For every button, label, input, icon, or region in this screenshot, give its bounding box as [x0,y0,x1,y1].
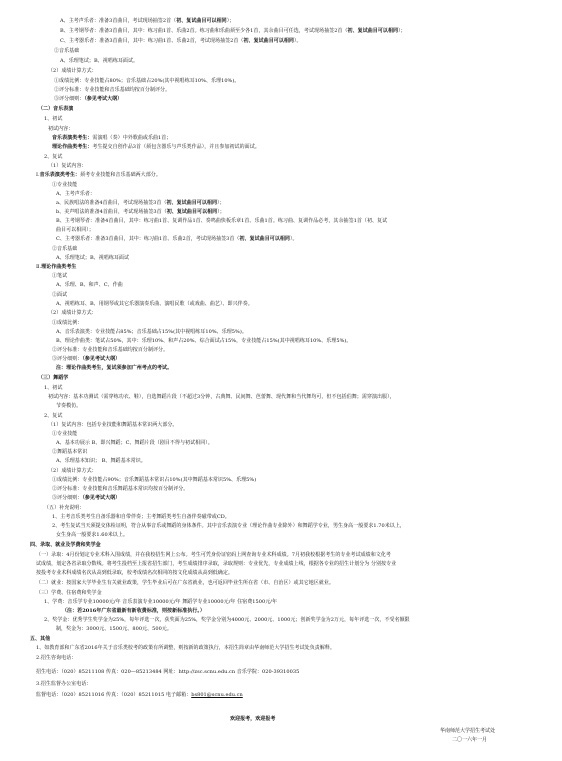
text-line [30,542,101,549]
line-text: ②评分标准：专业技能和音乐舞蹈基本常识均按百分制评分。 [52,486,189,492]
line-text: （一）录取：4月份划定专业术科入围成绩，并在我校招生网上公布。考生可凭身份证密码上网查询专业术科成绩。7月初我校根据考生的专业考试成绩和文化考 [36,552,391,558]
line-text: 2、奖学金：优秀学生奖学金为25%，每年评选一次，获奖面为25%，奖学金分别为4000元、2000元、1000元；创新奖学金为2万元，每年评选一次，不受名额限 [44,617,410,623]
text-line [36,570,233,577]
text-line [48,422,177,429]
line-text: A、乐理笔试；B、视唱练耳面试 [56,255,130,261]
text-line [54,96,122,103]
line-text-after: 考生提交自创作品3首（须包含器乐与声乐类作品），并且参加初试的面试。 [92,144,260,150]
line-text: a、民族唱法的准备4首曲目，考试现场抽签3首（ [56,200,167,206]
line-bold-text: 五、其他 [30,636,51,642]
line-text: ②音乐基础 [52,246,78,252]
line-text: ①专业技能 [52,182,78,188]
line-text: 制，奖金为：3000元、1500元、800元、500元。 [56,626,172,632]
line-text-after: 须考专业技能和音乐基础两大部分。 [80,172,161,178]
line-text: B、主考钢琴者：准备4首曲目，其中：练习曲1首、复调作品1首、奏鸣曲快板乐章1首、乐曲1首。练习曲、复调作品必考，其余抽签1首（初、复试 [56,218,388,224]
text-line [52,477,256,484]
line-text-after: ）； [226,18,235,24]
text-line [38,375,68,382]
signature-org: 华南师范大学招生考试处 [440,728,496,734]
text-line [52,320,82,327]
text-line [36,692,243,699]
line-text: 2、复试 [44,154,63,160]
line-text: A、基本功展示 B、即兴舞蹈；C、舞蹈片段（剧目不得与初试相同）。 [56,440,213,446]
text-line [36,590,102,597]
line-text: 1、学费：音乐学专业10000元/年 音乐表演专业10000元/年 舞蹈学专业10000元/年 住宿费1500元/年 [44,599,278,605]
line-text: ②音乐基础 [54,48,80,54]
text-line [52,495,120,502]
text-line [52,356,120,363]
line-bold-text: 理论作曲类考生 [41,264,77,270]
text-line [56,191,95,198]
line-text: 1、主考音乐类考生自备乐器和自带伴奏；主考舞蹈类考生自备伴奏磁带或CD。 [52,514,230,520]
line-text: 按投考专业术科成绩名次从高到低录取，校考成绩名次相同的按文化成绩从高到低确定。 [36,570,233,576]
line-text: （三）学费、住宿费和奖学金 [36,590,102,596]
line-bold-text: 音乐表演类考生： [39,172,81,178]
text-line [48,163,87,170]
line-text: A、乐理笔试；B、视唱练耳面试。 [60,58,139,64]
text-line [56,626,172,633]
line-text: （三）舞蹈学 [38,375,69,381]
line-text: 初试内容： [48,126,74,132]
line-text-after: ）。 [289,236,298,242]
line-bold-text: 理论作曲类考生： [52,144,93,150]
text-line [56,255,129,262]
line-bold-text: （注：若2016年广东省最新有新收费标准，则按新标准执行。） [62,608,205,614]
line-text: 监督电话：（020）85211016 传真：（020）85211015 电子邮箱： [36,692,192,698]
line-bold-text: （参见考试大纲） [84,96,123,102]
text-line [52,144,260,151]
line-bold-text: 四、录取、就业及学费和奖学金 [30,542,101,548]
line-text: ③评分细则： [52,356,83,362]
text-line [44,413,62,420]
line-text: 2.招生咨询电话： [36,655,77,661]
line-text: （2）成绩计算方式： [48,310,97,316]
text-line [56,532,128,539]
text-line [44,617,410,624]
text-line [52,292,67,299]
line-text: Ⅱ. [36,264,42,270]
line-text: b、美声唱法的准备4首曲目，考试现场抽签3首（ [56,209,167,215]
text-line [56,200,225,207]
line-text: C、主考器乐者：准备3首曲目，其中：练习曲1首、乐曲2首，考试现场抽签2首（ [60,38,244,44]
text-line [56,227,94,234]
text-line [52,449,87,456]
line-text: A、主考声乐者：准备3首曲目，考试现场抽签2首（ [60,18,177,24]
line-bold-text: 初、复试曲目可以相同 [347,28,399,34]
text-line [48,394,395,401]
text-line [56,440,213,447]
text-line [44,154,62,161]
line-bold-text: 欢迎报考，欢迎报考 [230,716,276,722]
line-text: A、视唱练耳、B、用钢琴或其它乐器演奏乐曲、演唱民歌（或戏曲、曲艺）、即兴伴奏。 [56,301,253,307]
text-line [60,38,302,45]
text-line [60,28,406,35]
line-text: 初试内容：基本功测试（需穿练功衣、鞋），自选舞蹈片段（不超过3分钟，古典舞、民间舞、芭蕾舞、现代舞和当代舞均可，但不包括伯舞；需穿演出服）， [48,394,395,400]
text-line [36,552,391,559]
line-text: ①成绩比例：专业技能占90%；音乐舞蹈基本常识占10%(其中舞蹈基本常识5%、乐理5%) [52,477,257,483]
line-text: 1、如教育部和广东省2016年关于音乐类校考的政策有所调整，则按新的政策执行，本招生简章由华南师范大学招生考试处负责解释。 [36,645,335,651]
text-line [62,608,205,615]
line-text: （二）音乐表演 [38,106,74,112]
signature-date: 二〇一六年一月 [452,737,488,743]
text-line [52,135,171,142]
line-text: Ⅰ. [36,172,40,178]
text-line [52,273,67,280]
line-bold-text: （参见考试大纲） [82,495,121,501]
text-line [36,655,76,662]
text-line [36,172,161,179]
text-line [56,365,172,372]
text-line [56,403,81,410]
line-text: 节奏模仿。 [56,403,82,409]
text-line [54,78,239,85]
text-line [56,329,247,336]
text-line [54,48,79,55]
line-text: ③评分细则： [54,96,85,102]
text-line [36,681,91,688]
line-text: 1、初试 [44,116,63,122]
line-bold-text: 音乐表演类考生： [52,135,93,141]
text-line [48,310,97,317]
line-bold-text: （参见考试大纲） [82,356,121,362]
line-text: ①专业技能 [52,431,78,437]
line-text: ①成绩比例： [52,320,83,326]
line-text: ②舞蹈基本常识 [52,449,88,455]
line-text-after: ）； [398,28,406,34]
line-bold-text: 初、复试曲目可以相同 [239,236,290,242]
text-line [56,218,387,225]
line-text-after: ）； [217,200,225,206]
text-line [48,468,97,475]
text-line [56,236,298,243]
text-line [38,106,73,113]
line-text: ②评分标准：专业技能和音乐基础均按百分制评分。 [54,87,171,93]
line-text: 3.招生监督办公室电话： [36,681,92,687]
line-text: 女生身高一般要求1.60米以上。 [56,532,128,538]
text-line [54,87,170,94]
text-line [52,182,77,189]
text-line [56,301,253,308]
text-line [30,636,50,643]
line-bold-text: 初、复试曲目可以相同 [166,200,218,206]
line-text: ②评分标准：专业技能和音乐基础均按百分制评分。 [52,347,169,353]
text-line [56,282,123,289]
text-line [56,338,351,345]
text-line [56,209,225,216]
line-text: A、乐理基本知识； B、舞蹈基本常识。 [56,458,146,464]
text-line [36,264,76,271]
text-line [52,431,77,438]
line-text: （2）成绩计算方式： [48,468,97,474]
text-line [36,580,334,587]
line-text: 曲目可以相同）； [56,227,94,233]
line-text: （2）成绩计算方式： [48,68,97,74]
text-line [52,486,188,493]
text-line [230,716,275,723]
text-line [52,523,405,530]
line-text: ③评分细则： [52,495,83,501]
text-line [36,561,396,568]
text-line [44,116,62,123]
line-text: 招生电话：（020）85211108 传真：020—85213484 网址：http://zsc.scnu.edu.cn 音乐学院：020-39310035 [36,669,300,675]
line-bold-text: 注：理论作曲类考生，复试须参加广州考点的考试。 [56,365,173,371]
text-line [60,58,138,65]
line-text-after: ）。 [293,38,302,44]
line-text: C、主考器乐者：准备3首曲目，其中：练习曲1首、乐曲2首，考试现场抽签3首（ [56,236,240,242]
line-text: ①笔试 [52,273,68,279]
text-line [48,126,73,133]
line-text-after: 需演唱（奏）中外歌曲或乐曲1首； [92,135,172,141]
text-line [36,669,299,676]
text-line [56,458,146,465]
text-line [48,68,97,75]
line-text: 2、复试 [44,413,63,419]
line-text: A、乐理、B、和声、C、作曲 [56,282,123,288]
text-line [60,18,234,25]
line-text: （1）复试内容： [48,163,87,169]
line-text: （1）复试内容：包括专业技能和舞蹈基本常识两大部分。 [48,422,178,428]
line-text: （五）补充说明： [44,505,85,511]
line-text: （二）就业：按国家大学毕业生有关就业政策，学生毕业后可在广东省就业，也可返回毕业生所在省（市、自治区）或其它地区就业。 [36,580,334,586]
line-text: A、音乐表演类：专业技能占85%；音乐基础占15%(其中视唱练耳10%、乐理5%)。 [56,329,247,335]
line-text: ①成绩比例：专业技能占80%；音乐基础占20%(其中视唱练耳10%、乐理10%)。 [54,78,240,84]
line-bold-text: 初、复试曲目可以相同 [176,18,227,24]
text-line [52,347,168,354]
line-text: 试成绩，划定各省录取分数线。将考生投档至上报省招生部门，考生成绩排序录取，录取规则：专业优先，专业成绩上线，根据各专业的招生计划分为 分别按专业 [36,561,397,567]
line-text: ②面试 [52,292,68,298]
text-line [36,645,335,652]
email-link[interactable]: bs801@scnu.edu.cn [191,692,243,698]
line-bold-text: 初、复试曲目可以相同 [243,38,294,44]
line-text-after: ）； [217,209,225,215]
text-line [44,505,84,512]
line-text: 1、初试 [44,385,63,391]
text-line [44,385,62,392]
text-line [52,514,230,521]
line-text: A、主考声乐者： [56,191,96,197]
line-text: 2、考生复试当天须提交体检证明，符合从事音乐或舞蹈的身体条件。其中音乐表演专业（理论作曲专业除外）和舞蹈学专业，男生身高一般要求1.70米以上， [52,523,405,529]
line-bold-text: 初、复试曲目可以相同 [166,209,218,215]
text-line [44,599,277,606]
text-line [52,246,77,253]
line-text: B、理论作曲类：笔试占50%，其中：乐理10%、和声占20%、综合面试占15%，专业技能占15%(其中视唱练耳10%、乐理5%)。 [56,338,352,344]
line-text: B、主考钢琴者：准备3首曲目，其中：练习曲1首、乐曲2首。练习曲和乐曲须至少各1首，其余曲目可任选，考试现场抽签2首（ [60,28,348,34]
